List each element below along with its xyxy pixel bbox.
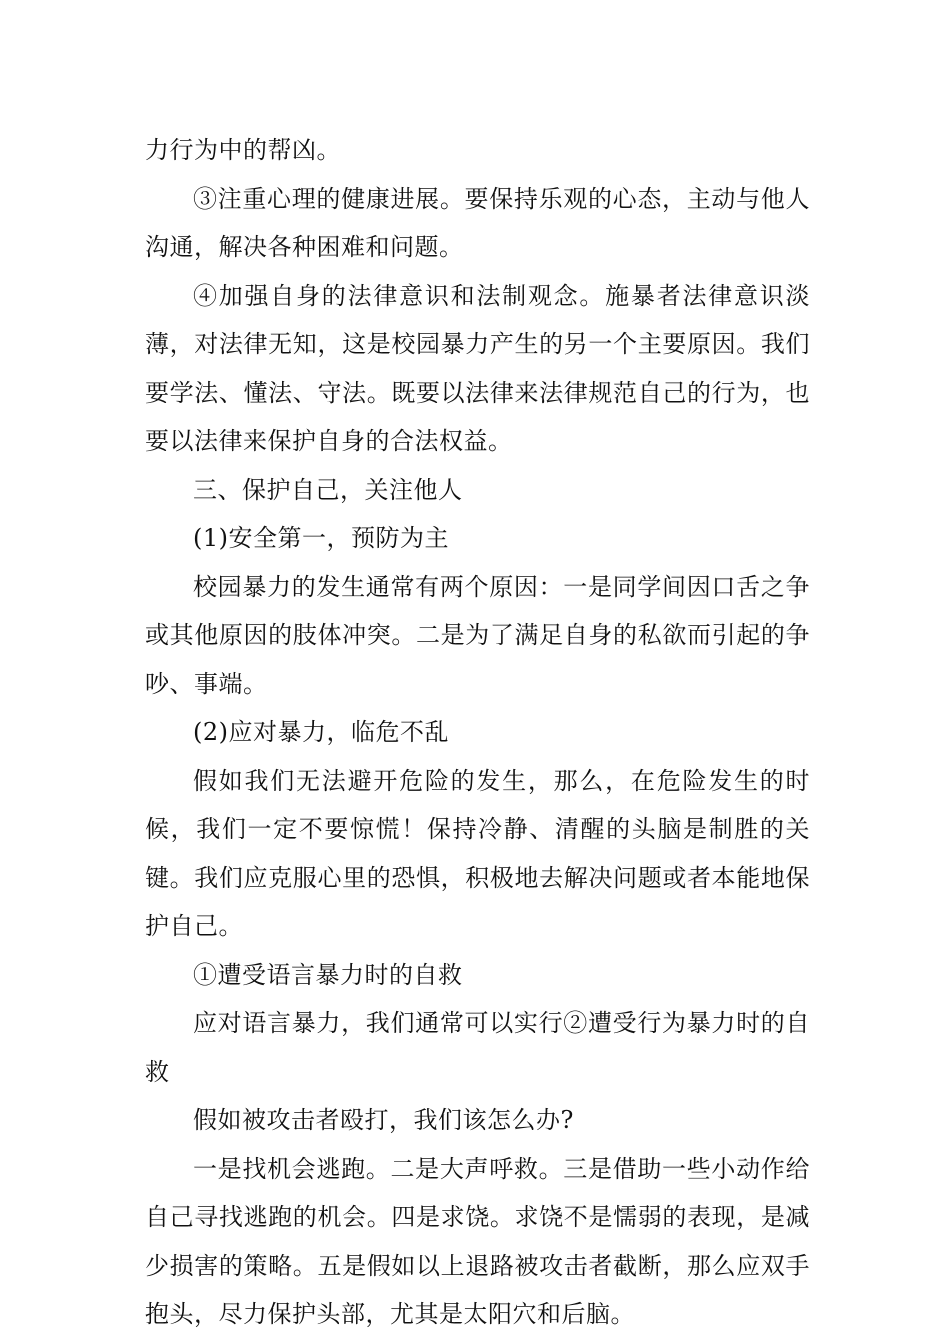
subheading-verbal-violence: ①遭受语言暴力时的自救	[193, 960, 463, 989]
paragraph-continuation: 力行为中的帮凶。	[145, 136, 341, 164]
section-heading-protect-self: 三、保护自己，关注他人	[193, 475, 463, 504]
paragraph-self-rescue-steps: 一是找机会逃跑。二是大声呼救。三是借助一些小动作给自己寻找逃跑的机会。四是求饶。求饶不是懦弱的表现，是减少损害的策略。五是假如以上退路被攻击者截断，那么应双手抱头，尽力保护头部，尤其是太阳穴和后脑。	[145, 1154, 810, 1328]
paragraph-legal-awareness: ④加强自身的法律意识和法制观念。施暴者法律意识淡薄，对法律无知，这是校园暴力产生的另一个主要原因。我们要学法、懂法、守法。既要以法律来法律规范自己的行为，也要以法律来保护自身的合法权益。	[145, 281, 810, 455]
paragraph-attack-question: 假如被攻击者殴打，我们该怎么办?	[193, 1106, 574, 1134]
subheading-safety-first: (1)安全第一，预防为主	[193, 524, 449, 552]
document-body	[145, 126, 810, 1339]
paragraph-violence-causes: 校园暴力的发生通常有两个原因：一是同学间因口舌之争或其他原因的肢体冲突。二是为了满足自身的私欲而引起的争吵、事端。	[145, 572, 810, 698]
paragraph-mental-health: ③注重心理的健康进展。要保持乐观的心态，主动与他人沟通，解决各种困难和问题。	[145, 184, 810, 261]
paragraph-stay-calm: 假如我们无法避开危险的发生，那么，在危险发生的时候，我们一定不要惊慌！保持冷静、清醒的头脑是制胜的关键。我们应克服心里的恐惧，积极地去解决问题或者本能地保护自己。	[145, 766, 810, 940]
subheading-respond-calmly: (2)应对暴力，临危不乱	[193, 718, 449, 746]
paragraph-verbal-response: 应对语言暴力，我们通常可以实行②遭受行为暴力时的自救	[145, 1009, 810, 1086]
